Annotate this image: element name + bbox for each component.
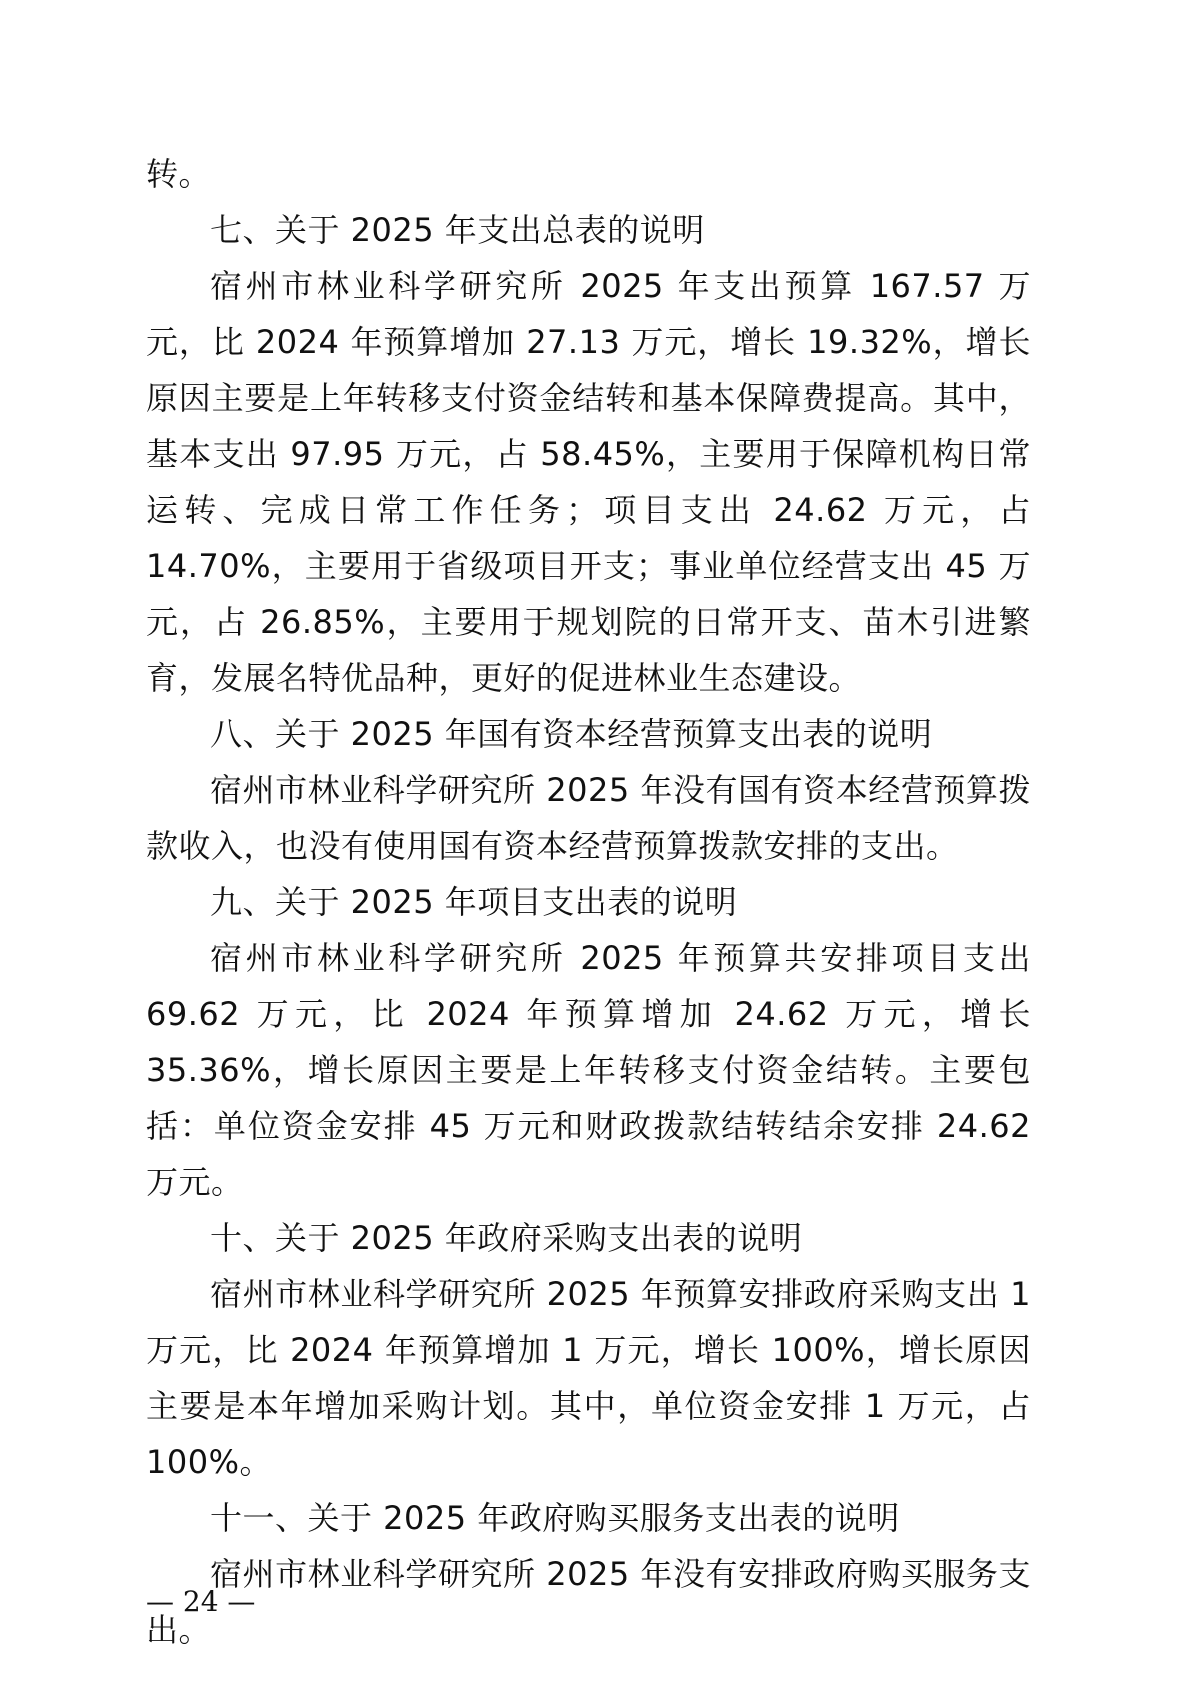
- paragraph-expenditure-summary: 宿州市林业科学研究所 2025 年支出预算 167.57 万元，比 2024 年预算增加 27.13 万元，增长 19.32%，增长原因主要是上年转移支付资金结转和基本保障费提高。其中，基本支出 97.95 万元，占 58.45%，主要用于保障机构日常运转、完成日常工作任务；项目支出 24.62 万元，占 14.70%，主要用于省级项目开支；事业单位经营支出 45 万元，占 26.85%，主要用于规划院的日常开支、苗木引进繁育，发展名特优品种，更好的促进林业生态建设。: [146, 267, 1031, 697]
- section-heading-8: 八、关于 2025 年国有资本经营预算支出表的说明: [210, 715, 933, 753]
- section-heading-9: 九、关于 2025 年项目支出表的说明: [210, 883, 738, 921]
- section-heading-11: 十一、关于 2025 年政府购买服务支出表的说明: [210, 1499, 900, 1537]
- page-number: — 24 —: [146, 1585, 256, 1618]
- section-heading-10: 十、关于 2025 年政府采购支出表的说明: [210, 1219, 803, 1257]
- document-body: [146, 146, 1031, 1658]
- paragraph-government-services: 宿州市林业科学研究所 2025 年没有安排政府购买服务支出。: [146, 1555, 1031, 1649]
- paragraph-project-expenditure: 宿州市林业科学研究所 2025 年预算共安排项目支出 69.62 万元，比 2024 年预算增加 24.62 万元，增长 35.36%，增长原因主要是上年转移支付资金结转。主要包括：单位资金安排 45 万元和财政拨款结转结余安排 24.62 万元。: [146, 939, 1031, 1201]
- paragraph-continuation: 转。: [146, 155, 212, 193]
- paragraph-government-procurement: 宿州市林业科学研究所 2025 年预算安排政府采购支出 1 万元，比 2024 年预算增加 1 万元，增长 100%，增长原因主要是本年增加采购计划。其中，单位资金安排 1 万元，占 100%。: [146, 1275, 1031, 1481]
- section-heading-7: 七、关于 2025 年支出总表的说明: [210, 211, 705, 249]
- paragraph-state-capital: 宿州市林业科学研究所 2025 年没有国有资本经营预算拨款收入，也没有使用国有资本经营预算拨款安排的支出。: [146, 771, 1031, 865]
